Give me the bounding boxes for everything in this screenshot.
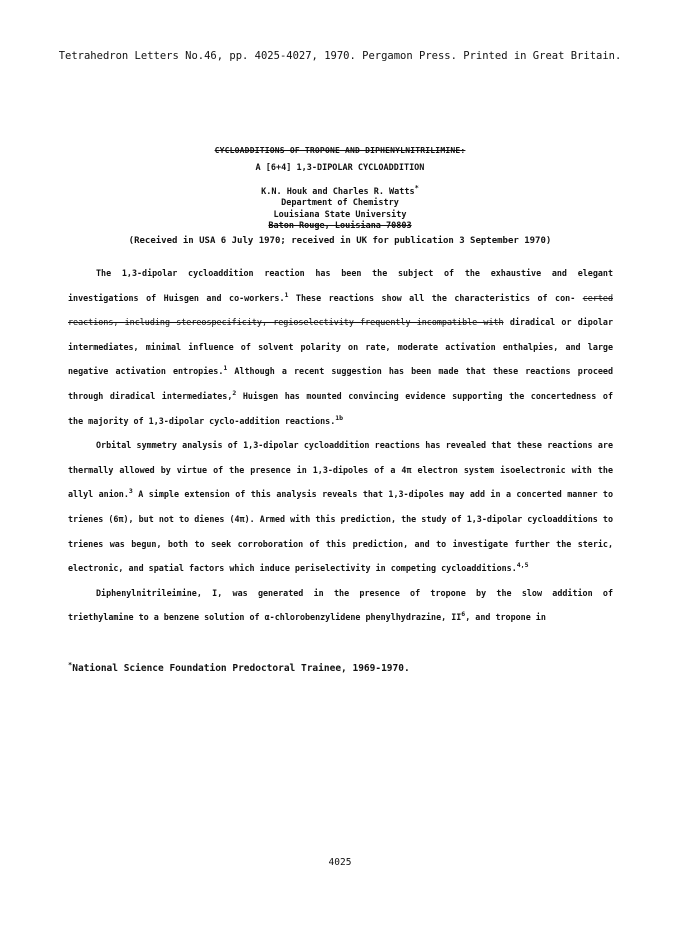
reference-marker: 6 <box>461 610 466 619</box>
paragraph-2 <box>68 433 613 581</box>
reference-marker: 1 <box>223 364 228 373</box>
p1-text-d: Although a recent suggestion has been made that these reactions proceed through diradical intermediates, <box>68 366 613 401</box>
p2-text-a: Orbital symmetry analysis of 1,3-dipolar cycloaddition reactions has revealed that these reactions are thermally allowed by virtue of the presence in 1,3-dipoles of a 4π electron system isoelectronic with the allyl anion. <box>68 440 613 500</box>
author-footnote-marker: * <box>414 184 419 192</box>
p2-text-b: A simple extension of this analysis reveals that 1,3-dipoles may add in a concerted manner to trienes (6π), but not to dienes (4π). Armed with this prediction, the study of 1,3-dipolar cycloadditions to trienes was begun, both to seek corroboration of this prediction, and to investigate further the steric, electronic, and spatial factors which induce periselectivity in competing cycloadditions. <box>68 489 613 574</box>
footnote <box>68 661 410 674</box>
author-city: Baton Rouge, Louisiana 70803 <box>268 221 412 232</box>
body-text <box>68 261 613 630</box>
article-subtitle: A [6+4] 1,3-DIPOLAR CYCLOADDITION <box>255 163 425 173</box>
p1-text-b: These reactions show all the characteristics of con- <box>288 292 576 303</box>
author-names: K.N. Houk and Charles R. Watts <box>261 186 415 197</box>
reference-marker: 3 <box>128 487 133 496</box>
page-number: 4025 <box>328 857 352 868</box>
reference-marker: 4,5 <box>516 561 529 570</box>
p1-struck-line: certed reactions, including stereospecificity, regioselectivity frequently incompatible with <box>68 292 613 328</box>
author-names-line <box>0 183 680 198</box>
p3-text-b: , and tropone in <box>465 612 546 623</box>
journal-header: Tetrahedron Letters No.46, pp. 4025-4027, 1970. Pergamon Press. Printed in Great Britain. <box>58 50 622 62</box>
p1-text-a: The 1,3-dipolar cycloaddition reaction has been the subject of the exhaustive and elegant investigations of Huisgen and co-workers. <box>68 268 613 303</box>
received-dates: (Received in USA 6 July 1970; received in UK for publication 3 September 1970) <box>128 235 552 246</box>
p3-text-a: Diphenylnitrileimine, I, was generated in the presence of tropone by the slow addition of triethylamine to a benzene solution of α-chlorobenzylidene phenylhydrazine, II <box>68 587 613 623</box>
footnote-marker: * <box>68 661 73 669</box>
reference-marker: 2 <box>232 389 237 398</box>
footnote-text: National Science Foundation Predoctoral Trainee, 1969-1970. <box>72 663 410 675</box>
p1-text-e: Huisgen has mounted convincing evidence supporting the concertedness of the majority of 1,3-dipolar cyclo-addition reactions. <box>68 390 613 426</box>
article-title: CYCLOADDITIONS OF TROPONE AND DIPHENYLNITRILIMINE: <box>214 146 466 155</box>
author-university: Louisiana State University <box>273 209 407 220</box>
reference-marker: 1 <box>284 290 289 299</box>
reference-marker: 1b <box>335 413 344 422</box>
title-block <box>0 146 680 246</box>
authors-block <box>0 183 680 233</box>
paragraph-3 <box>68 581 613 630</box>
paragraph-1 <box>68 261 613 433</box>
p1-text-c: diradical or dipolar intermediates, minimal influence of solvent polarity on rate, moderate activation enthalpies, and large negative activation entropies. <box>68 317 614 377</box>
author-department: Department of Chemistry <box>281 198 399 209</box>
